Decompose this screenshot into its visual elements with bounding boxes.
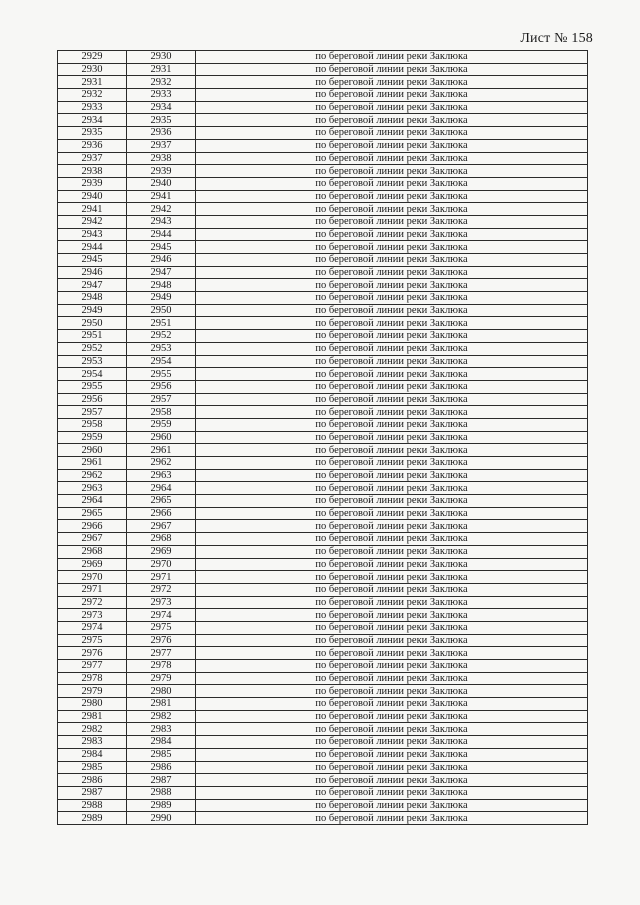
sheet-number: Лист № 158 (520, 31, 593, 46)
point-to-cell: 2931 (127, 63, 196, 76)
point-to-cell: 2935 (127, 114, 196, 127)
table-row (58, 761, 588, 774)
point-to-cell: 2966 (127, 507, 196, 520)
table-row (58, 190, 588, 203)
boundary-description-cell: по береговой линии реки Заклюка (196, 63, 588, 76)
point-to-cell: 2986 (127, 761, 196, 774)
boundary-description-cell: по береговой линии реки Заклюка (196, 215, 588, 228)
table-row (58, 228, 588, 241)
point-from-cell: 2972 (58, 596, 127, 609)
table-row (58, 114, 588, 127)
table-row (58, 89, 588, 102)
boundary-description-cell: по береговой линии реки Заклюка (196, 127, 588, 140)
point-to-cell: 2943 (127, 215, 196, 228)
table-row (58, 254, 588, 267)
point-to-cell: 2938 (127, 152, 196, 165)
point-from-cell: 2961 (58, 457, 127, 470)
point-from-cell: 2980 (58, 698, 127, 711)
table-row (58, 609, 588, 622)
boundary-description-cell: по береговой линии реки Заклюка (196, 799, 588, 812)
point-to-cell: 2989 (127, 799, 196, 812)
point-to-cell: 2933 (127, 89, 196, 102)
boundary-description-cell: по береговой линии реки Заклюка (196, 723, 588, 736)
point-to-cell: 2936 (127, 127, 196, 140)
point-to-cell: 2953 (127, 342, 196, 355)
boundary-description-cell: по береговой линии реки Заклюка (196, 317, 588, 330)
point-from-cell: 2956 (58, 393, 127, 406)
table-row (58, 698, 588, 711)
point-to-cell: 2940 (127, 177, 196, 190)
boundary-description-cell: по береговой линии реки Заклюка (196, 304, 588, 317)
boundary-description-cell: по береговой линии реки Заклюка (196, 292, 588, 305)
table-row (58, 748, 588, 761)
point-from-cell: 2962 (58, 469, 127, 482)
point-to-cell: 2969 (127, 545, 196, 558)
point-from-cell: 2977 (58, 660, 127, 673)
point-to-cell: 2980 (127, 685, 196, 698)
point-from-cell: 2946 (58, 266, 127, 279)
point-from-cell: 2974 (58, 621, 127, 634)
point-from-cell: 2955 (58, 380, 127, 393)
boundary-description-cell: по береговой линии реки Заклюка (196, 545, 588, 558)
point-to-cell: 2950 (127, 304, 196, 317)
point-to-cell: 2952 (127, 330, 196, 343)
boundary-description-cell: по береговой линии реки Заклюка (196, 190, 588, 203)
point-from-cell: 2987 (58, 786, 127, 799)
boundary-description-cell: по береговой линии реки Заклюка (196, 380, 588, 393)
point-to-cell: 2977 (127, 647, 196, 660)
boundary-description-cell: по береговой линии реки Заклюка (196, 672, 588, 685)
table-row (58, 736, 588, 749)
point-to-cell: 2939 (127, 165, 196, 178)
point-from-cell: 2986 (58, 774, 127, 787)
boundary-description-cell: по береговой линии реки Заклюка (196, 101, 588, 114)
table-row (58, 558, 588, 571)
boundary-description-cell: по береговой линии реки Заклюка (196, 279, 588, 292)
point-to-cell: 2941 (127, 190, 196, 203)
boundary-description-cell: по береговой линии реки Заклюка (196, 596, 588, 609)
point-to-cell: 2956 (127, 380, 196, 393)
point-from-cell: 2967 (58, 533, 127, 546)
point-to-cell: 2983 (127, 723, 196, 736)
point-to-cell: 2947 (127, 266, 196, 279)
point-to-cell: 2930 (127, 51, 196, 64)
point-from-cell: 2973 (58, 609, 127, 622)
table-row (58, 431, 588, 444)
table-row (58, 672, 588, 685)
table-row (58, 786, 588, 799)
point-from-cell: 2932 (58, 89, 127, 102)
point-from-cell: 2959 (58, 431, 127, 444)
point-from-cell: 2954 (58, 368, 127, 381)
table-row (58, 418, 588, 431)
point-from-cell: 2989 (58, 812, 127, 825)
point-to-cell: 2934 (127, 101, 196, 114)
point-from-cell: 2969 (58, 558, 127, 571)
boundary-description-cell: по береговой линии реки Заклюка (196, 786, 588, 799)
table-row (58, 101, 588, 114)
point-from-cell: 2940 (58, 190, 127, 203)
point-to-cell: 2949 (127, 292, 196, 305)
point-from-cell: 2942 (58, 215, 127, 228)
point-from-cell: 2981 (58, 710, 127, 723)
point-to-cell: 2963 (127, 469, 196, 482)
point-to-cell: 2937 (127, 139, 196, 152)
boundary-description-cell: по береговой линии реки Заклюка (196, 203, 588, 216)
boundary-description-cell: по береговой линии реки Заклюка (196, 457, 588, 470)
point-to-cell: 2948 (127, 279, 196, 292)
table-row (58, 495, 588, 508)
table-row (58, 799, 588, 812)
boundary-description-cell: по береговой линии реки Заклюка (196, 482, 588, 495)
point-from-cell: 2975 (58, 634, 127, 647)
point-to-cell: 2961 (127, 444, 196, 457)
point-from-cell: 2949 (58, 304, 127, 317)
boundary-description-cell: по береговой линии реки Заклюка (196, 647, 588, 660)
table-row (58, 469, 588, 482)
point-from-cell: 2984 (58, 748, 127, 761)
point-to-cell: 2978 (127, 660, 196, 673)
table-row (58, 457, 588, 470)
table-row (58, 165, 588, 178)
table-row (58, 723, 588, 736)
boundary-description-cell: по береговой линии реки Заклюка (196, 76, 588, 89)
point-from-cell: 2958 (58, 418, 127, 431)
boundary-description-cell: по береговой линии реки Заклюка (196, 418, 588, 431)
point-to-cell: 2951 (127, 317, 196, 330)
table-row (58, 380, 588, 393)
point-to-cell: 2970 (127, 558, 196, 571)
table-row (58, 203, 588, 216)
boundary-description-cell: по береговой линии реки Заклюка (196, 228, 588, 241)
boundary-description-cell: по береговой линии реки Заклюка (196, 355, 588, 368)
point-to-cell: 2976 (127, 634, 196, 647)
table-row (58, 317, 588, 330)
point-from-cell: 2933 (58, 101, 127, 114)
boundary-description-cell: по береговой линии реки Заклюка (196, 520, 588, 533)
point-from-cell: 2982 (58, 723, 127, 736)
table-row (58, 152, 588, 165)
point-to-cell: 2954 (127, 355, 196, 368)
boundary-description-cell: по береговой линии реки Заклюка (196, 748, 588, 761)
boundary-description-cell: по береговой линии реки Заклюка (196, 685, 588, 698)
boundary-description-cell: по береговой линии реки Заклюка (196, 533, 588, 546)
table-row (58, 355, 588, 368)
point-to-cell: 2973 (127, 596, 196, 609)
point-from-cell: 2978 (58, 672, 127, 685)
boundary-description-cell: по береговой линии реки Заклюка (196, 812, 588, 825)
table-row (58, 279, 588, 292)
table-row (58, 342, 588, 355)
boundary-description-cell: по береговой линии реки Заклюка (196, 152, 588, 165)
point-from-cell: 2985 (58, 761, 127, 774)
boundary-description-cell: по береговой линии реки Заклюка (196, 89, 588, 102)
point-from-cell: 2968 (58, 545, 127, 558)
table-row (58, 51, 588, 64)
table-row (58, 406, 588, 419)
table-row (58, 812, 588, 825)
boundary-description-cell: по береговой линии реки Заклюка (196, 330, 588, 343)
boundary-description-cell: по береговой линии реки Заклюка (196, 495, 588, 508)
table-row (58, 774, 588, 787)
table-row (58, 63, 588, 76)
table-row (58, 292, 588, 305)
point-from-cell: 2929 (58, 51, 127, 64)
table-row (58, 621, 588, 634)
point-from-cell: 2979 (58, 685, 127, 698)
point-to-cell: 2967 (127, 520, 196, 533)
boundary-description-cell: по береговой линии реки Заклюка (196, 393, 588, 406)
point-from-cell: 2951 (58, 330, 127, 343)
boundary-description-cell: по береговой линии реки Заклюка (196, 254, 588, 267)
point-to-cell: 2964 (127, 482, 196, 495)
table-row (58, 660, 588, 673)
point-to-cell: 2944 (127, 228, 196, 241)
table-row (58, 685, 588, 698)
point-to-cell: 2959 (127, 418, 196, 431)
table-row (58, 647, 588, 660)
boundary-table (57, 50, 588, 825)
boundary-description-cell: по береговой линии реки Заклюка (196, 710, 588, 723)
point-to-cell: 2979 (127, 672, 196, 685)
point-to-cell: 2971 (127, 571, 196, 584)
table-row (58, 241, 588, 254)
boundary-description-cell: по береговой линии реки Заклюка (196, 761, 588, 774)
table-row (58, 710, 588, 723)
point-to-cell: 2981 (127, 698, 196, 711)
point-from-cell: 2965 (58, 507, 127, 520)
table-row (58, 304, 588, 317)
boundary-description-cell: по береговой линии реки Заклюка (196, 431, 588, 444)
point-from-cell: 2983 (58, 736, 127, 749)
point-to-cell: 2942 (127, 203, 196, 216)
point-to-cell: 2945 (127, 241, 196, 254)
point-to-cell: 2960 (127, 431, 196, 444)
boundary-description-cell: по береговой линии реки Заклюка (196, 634, 588, 647)
boundary-table-body (58, 51, 588, 825)
table-row (58, 482, 588, 495)
table-row (58, 368, 588, 381)
boundary-description-cell: по береговой линии реки Заклюка (196, 736, 588, 749)
point-from-cell: 2952 (58, 342, 127, 355)
boundary-description-cell: по береговой линии реки Заклюка (196, 698, 588, 711)
point-to-cell: 2985 (127, 748, 196, 761)
point-to-cell: 2988 (127, 786, 196, 799)
point-to-cell: 2946 (127, 254, 196, 267)
point-from-cell: 2971 (58, 583, 127, 596)
point-from-cell: 2988 (58, 799, 127, 812)
point-to-cell: 2990 (127, 812, 196, 825)
point-from-cell: 2944 (58, 241, 127, 254)
boundary-description-cell: по береговой линии реки Заклюка (196, 177, 588, 190)
point-from-cell: 2945 (58, 254, 127, 267)
boundary-description-cell: по береговой линии реки Заклюка (196, 660, 588, 673)
table-row (58, 520, 588, 533)
table-row (58, 583, 588, 596)
table-row (58, 127, 588, 140)
point-from-cell: 2943 (58, 228, 127, 241)
point-to-cell: 2965 (127, 495, 196, 508)
point-to-cell: 2957 (127, 393, 196, 406)
point-from-cell: 2936 (58, 139, 127, 152)
point-from-cell: 2976 (58, 647, 127, 660)
boundary-description-cell: по береговой линии реки Заклюка (196, 583, 588, 596)
table-row (58, 634, 588, 647)
point-from-cell: 2938 (58, 165, 127, 178)
boundary-description-cell: по береговой линии реки Заклюка (196, 609, 588, 622)
point-to-cell: 2972 (127, 583, 196, 596)
table-row (58, 76, 588, 89)
boundary-description-cell: по береговой линии реки Заклюка (196, 571, 588, 584)
point-from-cell: 2941 (58, 203, 127, 216)
point-to-cell: 2955 (127, 368, 196, 381)
boundary-description-cell: по береговой линии реки Заклюка (196, 507, 588, 520)
table-row (58, 533, 588, 546)
point-from-cell: 2948 (58, 292, 127, 305)
point-from-cell: 2935 (58, 127, 127, 140)
boundary-description-cell: по береговой линии реки Заклюка (196, 114, 588, 127)
table-row (58, 139, 588, 152)
point-from-cell: 2966 (58, 520, 127, 533)
boundary-description-cell: по береговой линии реки Заклюка (196, 165, 588, 178)
point-from-cell: 2934 (58, 114, 127, 127)
boundary-description-cell: по береговой линии реки Заклюка (196, 406, 588, 419)
boundary-description-cell: по береговой линии реки Заклюка (196, 368, 588, 381)
point-from-cell: 2950 (58, 317, 127, 330)
boundary-description-cell: по береговой линии реки Заклюка (196, 444, 588, 457)
boundary-description-cell: по береговой линии реки Заклюка (196, 51, 588, 64)
boundary-description-cell: по береговой линии реки Заклюка (196, 241, 588, 254)
point-from-cell: 2960 (58, 444, 127, 457)
point-from-cell: 2953 (58, 355, 127, 368)
point-to-cell: 2982 (127, 710, 196, 723)
boundary-description-cell: по береговой линии реки Заклюка (196, 469, 588, 482)
point-to-cell: 2984 (127, 736, 196, 749)
boundary-description-cell: по береговой линии реки Заклюка (196, 342, 588, 355)
point-from-cell: 2937 (58, 152, 127, 165)
table-row (58, 330, 588, 343)
table-row (58, 507, 588, 520)
point-from-cell: 2930 (58, 63, 127, 76)
point-to-cell: 2958 (127, 406, 196, 419)
boundary-description-cell: по береговой линии реки Заклюка (196, 558, 588, 571)
table-row (58, 545, 588, 558)
point-from-cell: 2939 (58, 177, 127, 190)
point-to-cell: 2932 (127, 76, 196, 89)
point-from-cell: 2931 (58, 76, 127, 89)
boundary-description-cell: по береговой линии реки Заклюка (196, 139, 588, 152)
table-row (58, 596, 588, 609)
point-from-cell: 2970 (58, 571, 127, 584)
table-row (58, 393, 588, 406)
point-to-cell: 2968 (127, 533, 196, 546)
point-from-cell: 2964 (58, 495, 127, 508)
point-from-cell: 2947 (58, 279, 127, 292)
table-row (58, 215, 588, 228)
point-to-cell: 2962 (127, 457, 196, 470)
boundary-description-cell: по береговой линии реки Заклюка (196, 774, 588, 787)
boundary-description-cell: по береговой линии реки Заклюка (196, 266, 588, 279)
table-row (58, 266, 588, 279)
point-to-cell: 2975 (127, 621, 196, 634)
point-to-cell: 2974 (127, 609, 196, 622)
table-row (58, 571, 588, 584)
point-from-cell: 2957 (58, 406, 127, 419)
table-row (58, 177, 588, 190)
point-to-cell: 2987 (127, 774, 196, 787)
table-row (58, 444, 588, 457)
point-from-cell: 2963 (58, 482, 127, 495)
boundary-description-cell: по береговой линии реки Заклюка (196, 621, 588, 634)
